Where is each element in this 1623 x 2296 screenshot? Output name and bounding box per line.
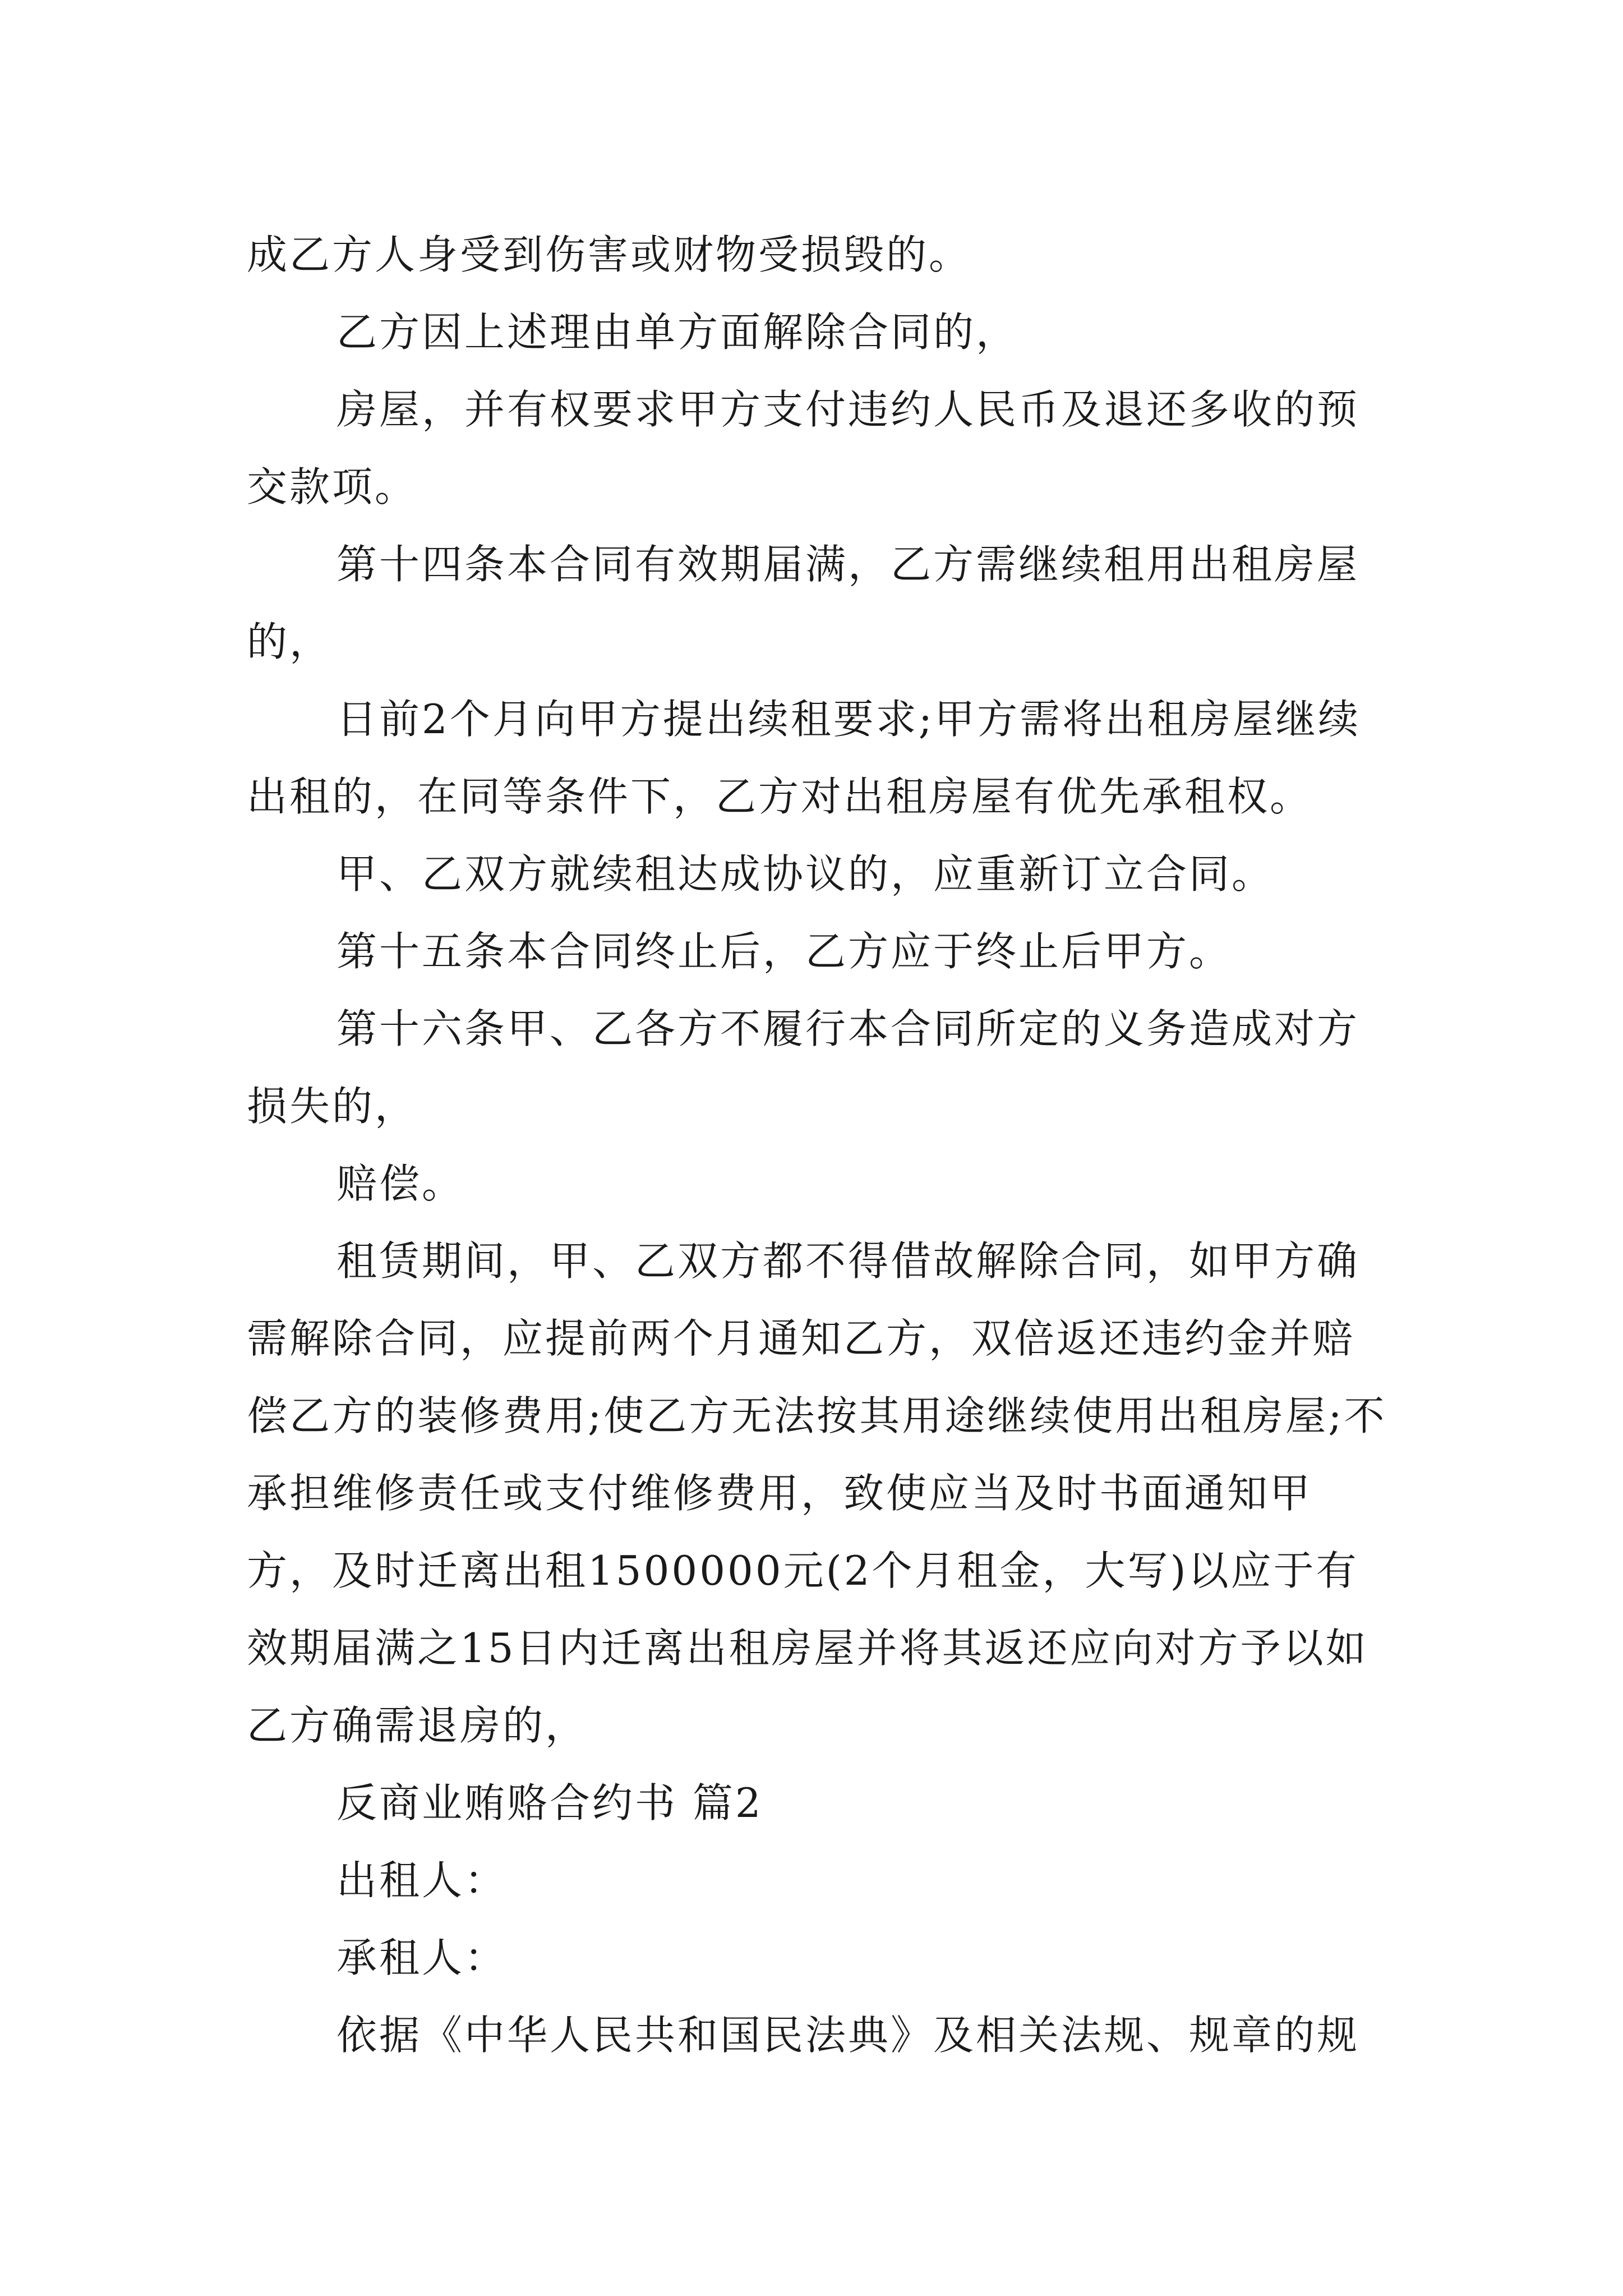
paragraph: 甲、乙双方就续租达成协议的，应重新订立合同。 bbox=[336, 850, 1275, 898]
paragraph: 第十五条本合同终止后，乙方应于终止后甲方。 bbox=[336, 928, 1232, 975]
lessee-label: 承租人： bbox=[336, 1934, 508, 1981]
paragraph: 赔偿。 bbox=[336, 1160, 465, 1207]
paragraph: 第十六条甲、乙各方不履行本合同所定的义务造成对方损失的， bbox=[247, 1005, 1360, 1130]
paragraph: 房屋，并有权要求甲方支付违约人民币及退还多收的预交款项。 bbox=[247, 386, 1360, 510]
paragraph: 租赁期间，甲、乙双方都不得借故解除合同，如甲方确需解除合同，应提前两个月通知乙方，双倍返还违约金并赔偿乙方的装修费用;使乙方无法按其用途继续使用出租房屋;不承担维修责任或支付维修费用，致使应当及时书面通知甲方，及时迁离出租1500000元(2个月租金，大写)以应于有效期届满之15日内迁离出租房屋并将其返还应向对方予以如乙方确需退房的， bbox=[247, 1237, 1387, 1749]
paragraph: 成乙方人身受到伤害或财物受损毁的。 bbox=[247, 231, 972, 278]
paragraph: 第十四条本合同有效期届满，乙方需继续租用出租房屋的， bbox=[247, 541, 1360, 665]
document-body bbox=[247, 216, 1391, 2074]
paragraph: 依据《中华人民共和国民法典》及相关法规、规章的规 bbox=[336, 2012, 1360, 2059]
paragraph: 乙方因上述理由单方面解除合同的， bbox=[336, 309, 1019, 356]
paragraph: 日前2个月向甲方提出续租要求;甲方需将出租房屋继续出租的，在同等条件下，乙方对出租房屋有优先承租权。 bbox=[247, 696, 1361, 820]
section-heading: 反商业贿赂合约书 篇2 bbox=[336, 1779, 763, 1826]
lessor-label: 出租人： bbox=[336, 1857, 508, 1904]
